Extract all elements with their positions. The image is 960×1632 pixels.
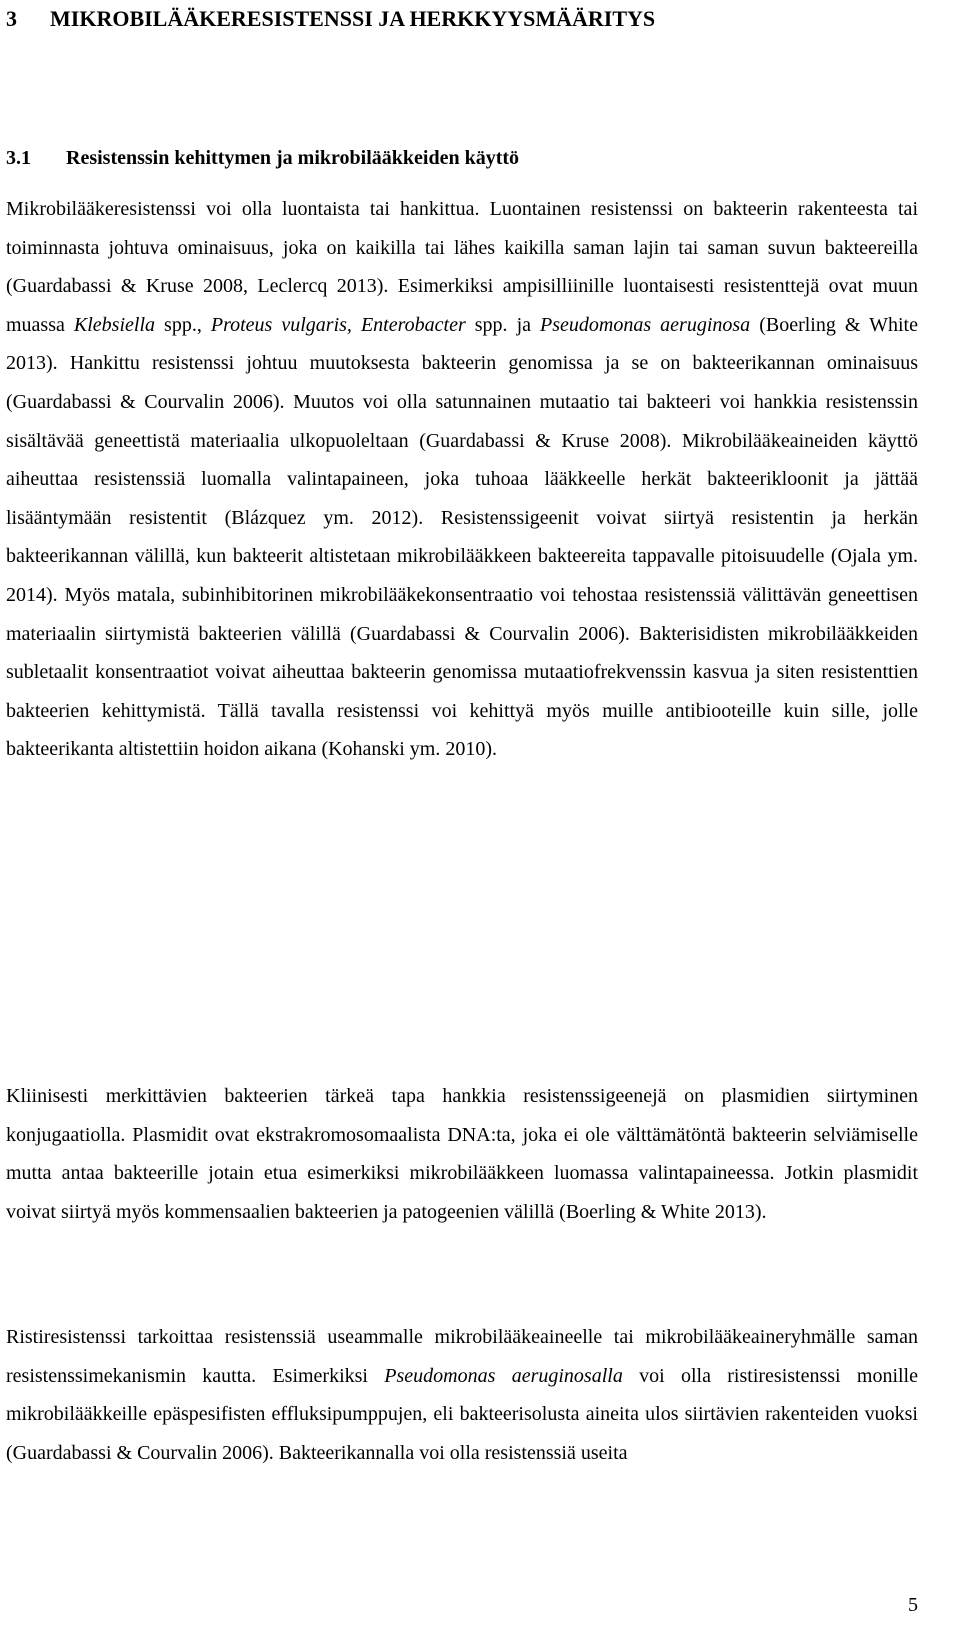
chapter-heading (6, 2, 946, 36)
text-run: Mikrobilääkeresistenssi voi olla luontaista tai hankittua. Luontainen resistenssi on bakteerin rakenteesta tai toiminnasta johtuva ominaisuus, joka on kaikilla tai lähes kaikilla saman lajin tai saman suvun bakteereilla (Guardabassi & Kruse 2008, Leclercq 2013). Esimerkiksi ampisilliinille luontaisesti resistenttejä ovat muun muassa (6, 198, 918, 336)
text-run: Ristiresistenssi tarkoittaa resistenssiä useammalle mikrobilääkeaineelle tai mikrobilääkeaineryhmälle saman resistenssimekanismin kautta. Esimerkiksi (6, 1326, 918, 1387)
section-heading (6, 141, 946, 175)
chapter-number: 3 (6, 6, 17, 31)
text-run: Kliinisesti merkittävien bakteerien tärkeä tapa hankkia resistenssigeenejä on plasmidien siirtyminen konjugaatiolla. Plasmidit ovat ekstrakromosomaalista DNA:ta, joka ei ole välttämätöntä bakteerin selviämiselle mutta antaa bakteerille jotain etua esimerkiksi mikrobilääkkeen luomassa valintapaineessa. Jotkin plasmidit voivat siirtyä myös kommensaalien bakteerien ja patogeenien välillä (Boerling & White 2013). (6, 1085, 918, 1223)
paragraph-3 (6, 1318, 918, 1472)
text-run: (Boerling & White 2013). Hankittu resistenssi johtuu muutoksesta bakteerin genomissa ja se on bakteerikannan ominaisuus (Guardabassi & Courvalin 2006). Muutos voi olla satunnainen mutaatio tai bakteeri voi hankkia resistenssin sisältävää geneettistä materiaalia ulkopuoleltaan (Guardabassi & Kruse 2008). Mikrobilääkeaineiden käyttö aiheuttaa resistenssiä luomalla valintapaineen, joka tuhoaa lääkkeelle herkät bakteerikloonit ja jättää lisääntymään resistentit (Blázquez ym. 2012). Resistenssigeenit voivat siirtyä resistentin ja herkän bakteerikannan välillä, kun bakteerit altistetaan mikrobilääkkeen bakteereita tappavalle pitoisuudelle (Ojala ym. 2014). Myös matala, subinhibitorinen mikrobilääkekonsentraatio voi tehostaa resistenssiä välittävän geneettisen materiaalin siirtymistä bakteerien välillä (Guardabassi & Courvalin 2006). Bakterisidisten mikrobilääkkeiden subletaalit konsentraatiot voivat aiheuttaa bakteerin genomissa mutaatiofrekvenssin kasvua ja siten resistenttien bakteerien kehittymistä. Tällä tavalla resistenssi voi kehittyä myös muille antibiooteille kuin sille, jolle bakteerikanta altistettiin hoidon aikana (Kohanski ym. 2010). (6, 313, 918, 761)
text-run: voi olla ristiresistenssi monille mikrobilääkkeille epäspesifisten effluksipumppujen, eli bakteerisolusta aineita ulos siirtävien rakenteiden vuoksi (Guardabassi & Courvalin 2006). Bakteerikannalla voi olla resistenssiä useita (6, 1364, 918, 1464)
chapter-title: MIKROBILÄÄKERESISTENSSI JA HERKKYYSMÄÄRITYS (50, 6, 656, 31)
italic-term: Proteus vulgaris, Enterobacter (210, 313, 466, 336)
section-number: 3.1 (6, 147, 31, 169)
italic-term: Pseudomonas aeruginosalla (384, 1364, 623, 1387)
section-title: Resistenssin kehittymen ja mikrobilääkkeiden käyttö (66, 147, 520, 169)
text-run: spp., (155, 313, 211, 336)
italic-term: Pseudomonas aeruginosa (540, 313, 751, 336)
paragraph-2 (6, 1077, 918, 1231)
italic-term: Klebsiella (73, 313, 156, 336)
paragraph-1 (6, 190, 918, 769)
page-number: 5 (908, 1594, 918, 1616)
text-run: spp. ja (465, 313, 541, 336)
